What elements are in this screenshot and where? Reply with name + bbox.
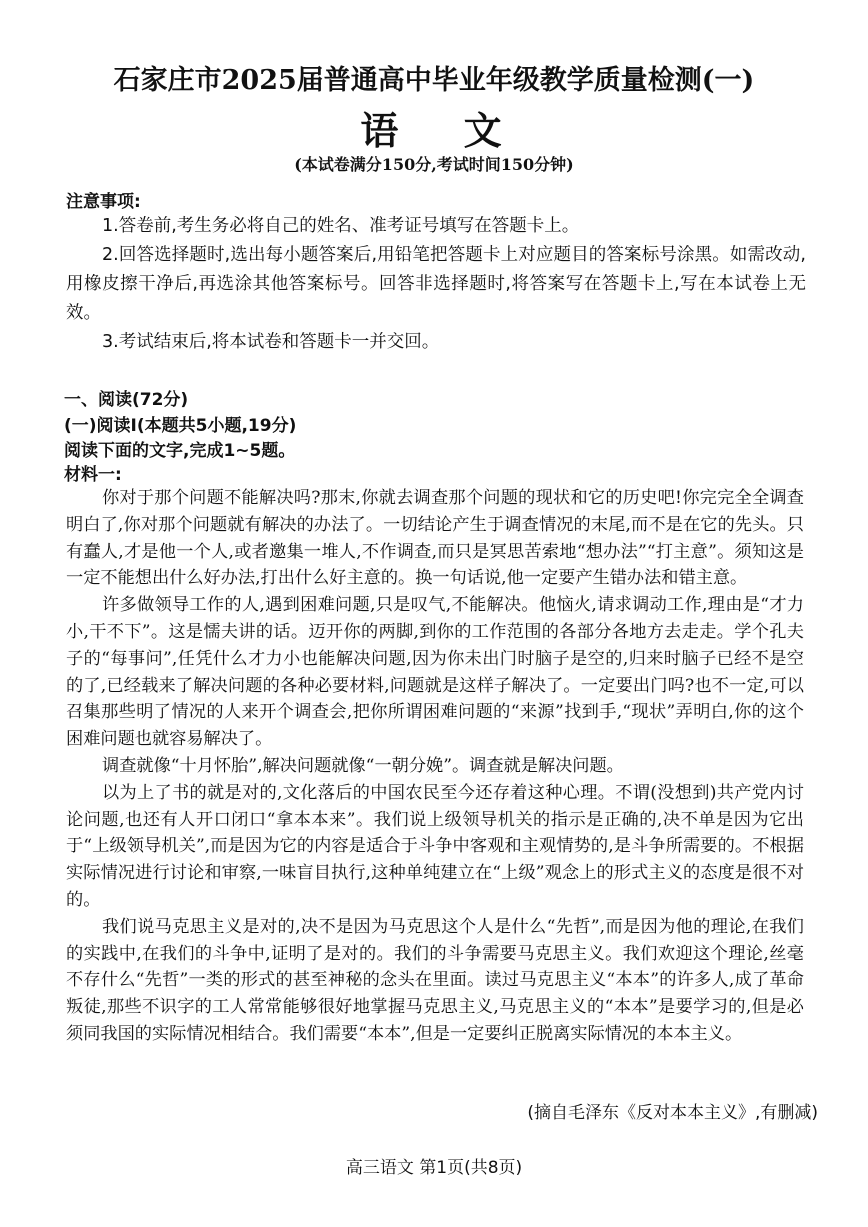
passage-paragraph: 调查就像“十月怀胎”,解决问题就像“一朝分娩”。调查就是解决问题。: [102, 755, 624, 776]
notice-item: 2.回答选择题时,选出每小题答案后,用铅笔把答题卡上对应题目的答案标号涂黑。如需改动,用橡皮擦干净后,再选涂其他答案标号。回答非选择题时,将答案写在答题卡上,写在本试卷上无效。: [66, 245, 806, 323]
exam-info: (本试卷满分150分,考试时间150分钟): [294, 155, 574, 174]
passage: [66, 485, 804, 1048]
notice-list: [66, 212, 806, 357]
passage-paragraph: 以为上了书的就是对的,文化落后的中国农民至今还存着这种心理。不谓(没想到)共产党内讨论问题,也还有人开口闭口“拿本本来”。我们说上级领导机关的指示是正确的,决不单是因为它出于“上级领导机关”,而是因为它的内容是适合于斗争中客观和主观情势的,是斗争所需要的。不根据实际情况进行讨论和审察,一味盲目执行,这种单纯建立在“上级”观念上的形式主义的态度是很不对的。: [66, 782, 804, 910]
subject-title: 语 文: [360, 108, 528, 153]
notice-title: 注意事项:: [66, 192, 141, 212]
part-heading: 一、阅读(72分): [64, 390, 189, 410]
passage-paragraph: 许多做领导工作的人,遇到困难问题,只是叹气,不能解决。他恼火,请求调动工作,理由是“才力小,干不下”。这是懦夫讲的话。迈开你的两脚,到你的工作范围的各部分各地方去走走。学个孔夫子的“每事问”,任凭什么才力小也能解决问题,因为你未出门时脑子是空的,归来时脑子已经不是空的了,已经载来了解决问题的各种必要材料,问题就是这样子解决了。一定要出门吗?也不一定,可以召集那些明了情况的人来开个调查会,把你所谓困难问题的“来源”找到手,“现状”弄明白,你的这个困难问题也就容易解决了。: [66, 595, 804, 750]
exam-title: 石家庄市2025届普通高中毕业年级教学质量检测(一): [113, 65, 755, 96]
passage-paragraph: 我们说马克思主义是对的,决不是因为马克思这个人是什么“先哲”,而是因为他的理论,在我们的实践中,在我们的斗争中,证明了是对的。我们的斗争需要马克思主义。我们欢迎这个理论,丝毫不存什么“先哲”一类的形式的甚至神秘的念头在里面。读过马克思主义“本本”的许多人,成了革命叛徒,那些不识字的工人常常能够很好地掌握马克思主义,马克思主义的“本本”是要学习的,但是必须同我国的实际情况相结合。我们需要“本本”,但是一定要纠正脱离实际情况的本本主义。: [66, 916, 804, 1044]
reading-heading: (一)阅读Ⅰ(本题共5小题,19分): [64, 416, 297, 436]
reading-instruction: 阅读下面的文字,完成1~5题。: [64, 441, 296, 461]
material-label: 材料一:: [64, 465, 122, 485]
notice-item: 3.考试结束后,将本试卷和答题卡一并交回。: [102, 332, 440, 352]
notice-item: 1.答卷前,考生务必将自己的姓名、准考证号填写在答题卡上。: [102, 216, 580, 236]
passage-source: (摘自毛泽东《反对本本主义》,有删减): [527, 1103, 818, 1123]
passage-paragraph: 你对于那个问题不能解决吗?那末,你就去调查那个问题的现状和它的历史吧!你完完全全调查明白了,你对那个问题就有解决的办法了。一切结论产生于调查情况的末尾,而不是在它的先头。只有蠢人,才是他一个人,或者邀集一堆人,不作调查,而只是冥思苦索地“想办法”“打主意”。须知这是一定不能想出什么好办法,打出什么好主意的。换一句话说,他一定要产生错办法和错主意。: [66, 488, 804, 589]
page-footer: 高三语文 第1页(共8页): [345, 1158, 523, 1178]
